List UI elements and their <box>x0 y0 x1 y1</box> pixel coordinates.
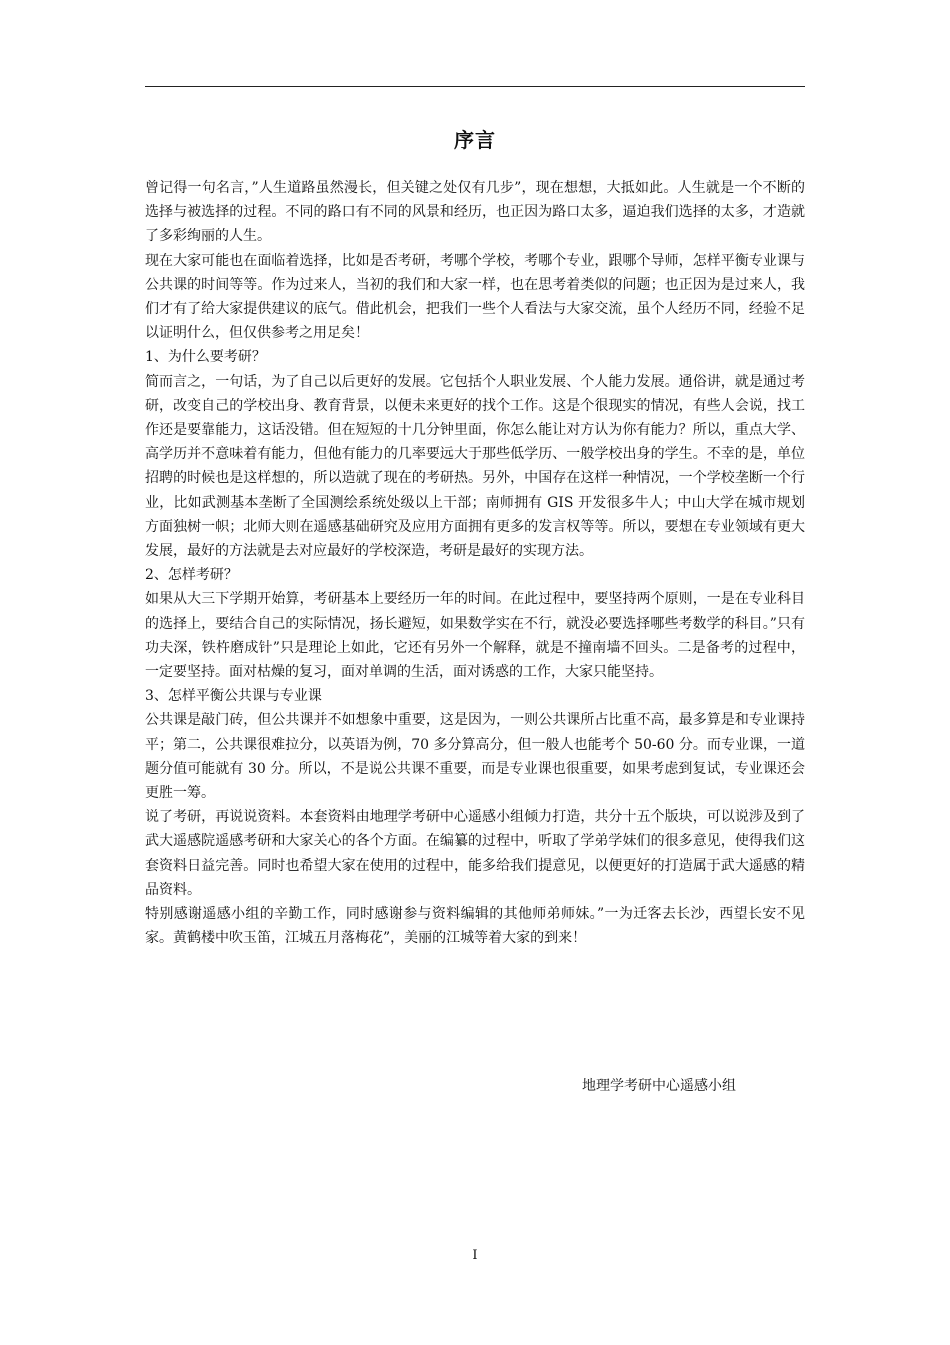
why-paragraph: 简而言之，一句话，为了自己以后更好的发展。它包括个人职业发展、个人能力发展。通俗讲，就是通过考研，改变自己的学校出身、教育背景，以便未来更好的找个工作。这是个很现实的情况，有些人会说，找工作还是要靠能力，这话没错。但在短短的十几分钟里面，你怎么能让对方认为你有能力？所以，重点大学、高学历并不意味着有能力，但他有能力的几率要远大于那些低学历、一般学校出身的学生。不幸的是，单位招聘的时候也是这样想的，所以造就了现在的考研热。另外，中国存在这样一种情况，一个学校垄断一个行业，比如武测基本垄断了全国测绘系统处级以上干部；南师拥有 GIS 开发很多牛人；中山大学在城市规划方面独树一帜；北师大则在遥感基础研究及应用方面拥有更多的发言权等等。所以，要想在专业领域有更大发展，最好的方法就是去对应最好的学校深造，考研是最好的实现方法。 <box>145 373 805 560</box>
thanks-paragraph: 特别感谢遥感小组的辛勤工作，同时感谢参与资料编辑的其他师弟师妹。”一为迁客去长沙，西望长安不见家。黄鹤楼中吹玉笛，江城五月落梅花”，美丽的江城等着大家的到来！ <box>145 906 805 947</box>
header-rule <box>145 86 805 87</box>
page-title: 序言 <box>454 128 496 152</box>
intro-paragraph: 曾记得一句名言，”人生道路虽然漫长，但关键之处仅有几步”，现在想想，大抵如此。人生就是一个不断的选择与被选择的过程。不同的路口有不同的风景和经历，也正因为路口太多，逼迫我们选择的太多，才造就了多彩绚丽的人生。 <box>145 180 805 245</box>
signature: 地理学考研中心遥感小组 <box>582 1078 736 1094</box>
situation-paragraph: 现在大家可能也在面临着选择，比如是否考研，考哪个学校，考哪个专业，跟哪个导师，怎样平衡专业课与公共课的时间等等。作为过来人，当初的我们和大家一样，也在思考着类似的问题；也正因为是过来人，我们才有了给大家提供建议的底气。借此机会，把我们一些个人看法与大家交流，虽个人经历不同，经验不足以证明什么，但仅供参考之用足矣！ <box>145 252 805 342</box>
document-body <box>145 176 805 951</box>
how-paragraph: 如果从大三下学期开始算，考研基本上要经历一年的时间。在此过程中，要坚持两个原则，一是在专业科目的选择上，要结合自己的实际情况，扬长避短，如果数学实在不行，就没必要选择哪些考数学的科目。”只有功夫深，铁杵磨成针”只是理论上如此，它还有另外一个解释，就是不撞南墙不回头。二是备考的过程中，一定要坚持。面对枯燥的复习，面对单调的生活，面对诱惑的工作，大家只能坚持。 <box>145 591 805 681</box>
page-number: I <box>472 1248 478 1263</box>
section-heading-how: 2、怎样考研？ <box>145 567 238 584</box>
section-heading-why: 1、为什么要考研？ <box>145 349 266 366</box>
section-heading-balance: 3、怎样平衡公共课与专业课 <box>145 688 322 705</box>
materials-paragraph: 说了考研，再说说资料。本套资料由地理学考研中心遥感小组倾力打造，共分十五个版块，可以说涉及到了武大遥感院遥感考研和大家关心的各个方面。在编纂的过程中，听取了学弟学妹们的很多意见，使得我们这套资料日益完善。同时也希望大家在使用的过程中，能多给我们提意见，以便更好的打造属于武大遥感的精品资料。 <box>145 809 805 898</box>
balance-paragraph: 公共课是敲门砖，但公共课并不如想象中重要，这是因为，一则公共课所占比重不高，最多算是和专业课持平；第二，公共课很难拉分，以英语为例，70 多分算高分，但一般人也能考个 50-60 分。而专业课，一道题分值可能就有 30 分。所以，不是说公共课不重要，而是专业课也很重要，如果考虑到复试，专业课还会更胜一筹。 <box>145 712 805 802</box>
